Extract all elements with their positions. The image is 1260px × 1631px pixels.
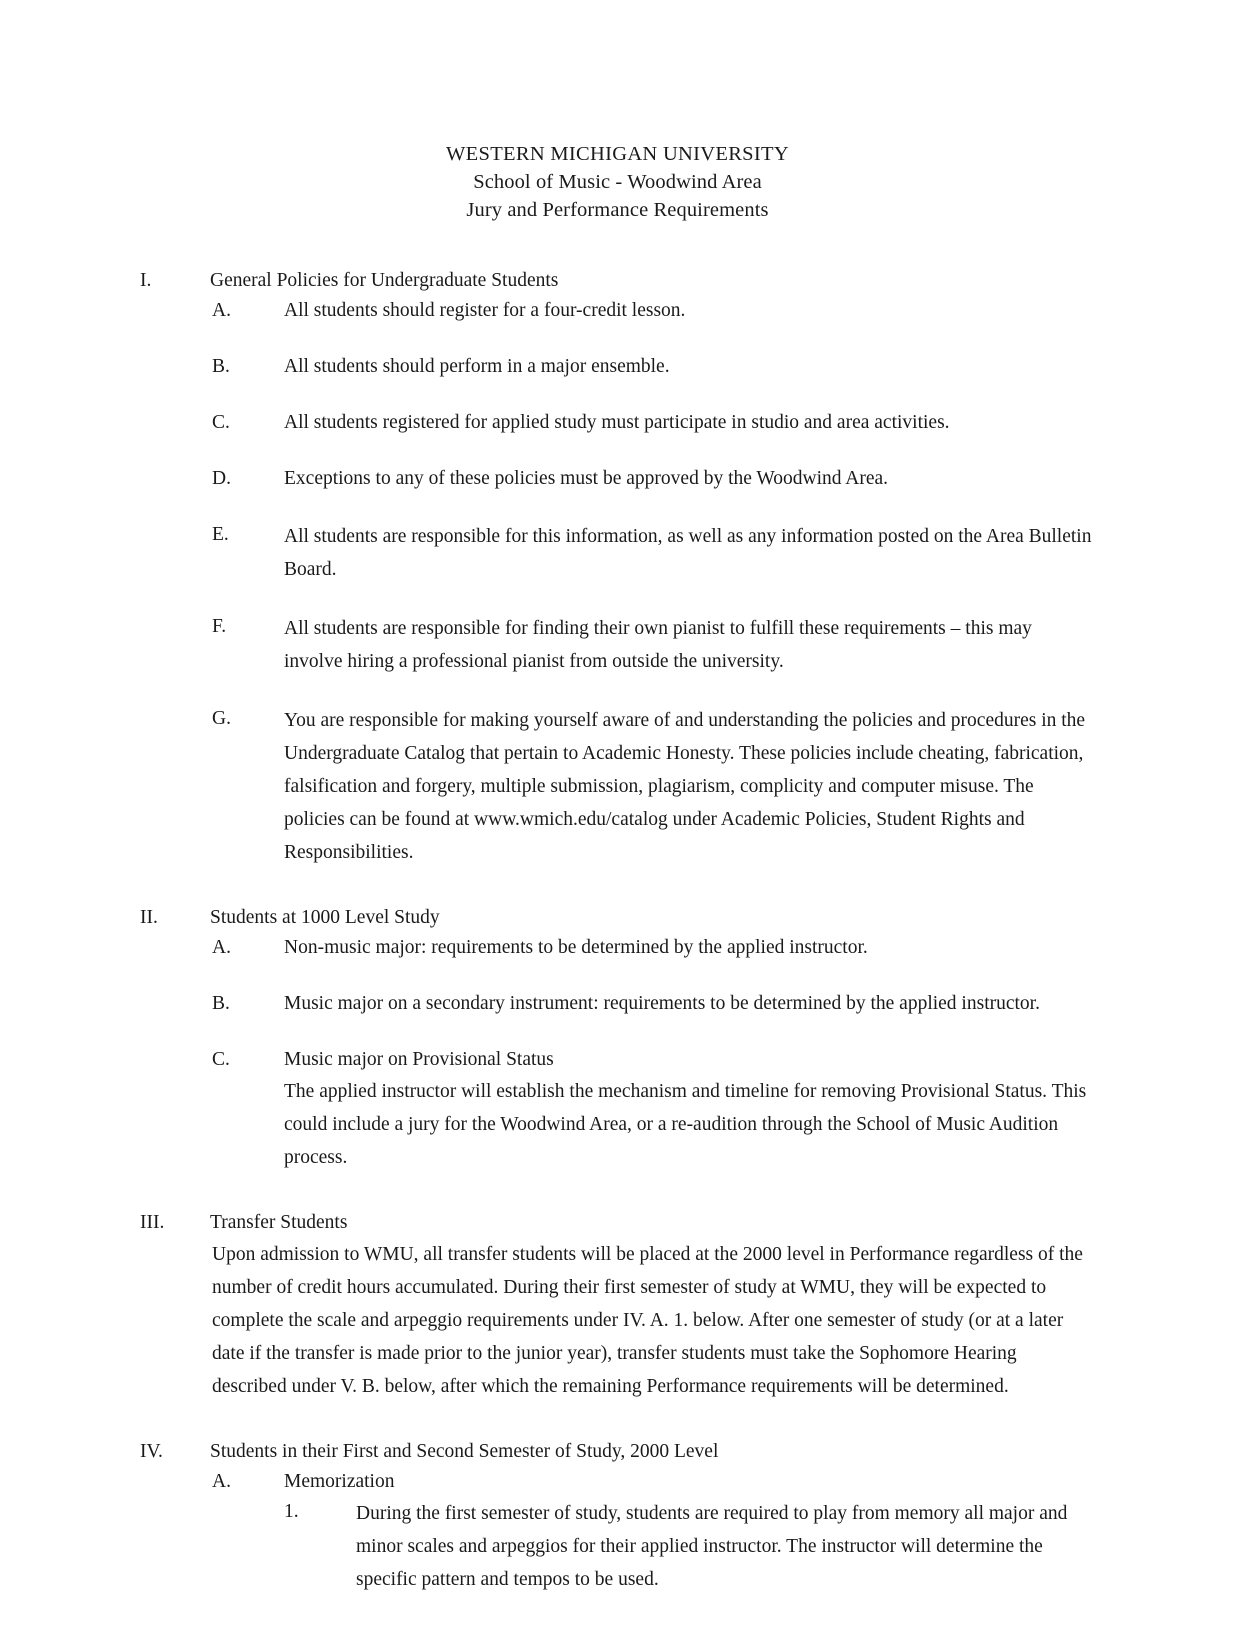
section-i-heading: [140, 266, 1095, 296]
spacer: [140, 586, 1095, 612]
section-ii-heading: [140, 903, 1095, 933]
item-ii-b-text: Music major on a secondary instrument: requirements to be determined by the applied instructor.: [284, 993, 1040, 1014]
section-iii-numeral: III.: [140, 1212, 165, 1233]
item-i-e: [212, 520, 1095, 586]
section-iii-body: Upon admission to WMU, all transfer students will be placed at the 2000 level in Performance regardless of the number of credit hours accumulated. During their first semester of study at WMU, they will be expected to complete the scale and arpeggio requirements under IV. A. 1. below. After one semester of study (or at a later date if the transfer is made prior to the junior year), transfer students must take the Sophomore Hearing described under V. B. below, after which the remaining Performance requirements will be determined.: [212, 1244, 1083, 1397]
spacer: [140, 438, 1095, 464]
item-i-e-letter: E.: [212, 524, 229, 545]
section-iv-numeral: IV.: [140, 1441, 163, 1462]
item-i-d: [212, 464, 1095, 494]
item-i-g: [212, 704, 1095, 869]
section-ii-title: Students at 1000 Level Study: [210, 907, 440, 928]
item-iv-a-letter: A.: [212, 1471, 231, 1492]
item-ii-b: [212, 989, 1095, 1019]
item-i-f-letter: F.: [212, 616, 227, 637]
institution-name: WESTERN MICHIGAN UNIVERSITY: [446, 143, 789, 165]
item-i-c: [212, 408, 1095, 438]
document-title: Jury and Performance Requirements: [466, 199, 769, 221]
item-i-c-text: All students registered for applied study must participate in studio and area activities.: [284, 412, 950, 433]
item-i-e-text: All students are responsible for this information, as well as any information posted on the Area Bulletin Board.: [284, 526, 1092, 580]
section-iii-heading: [140, 1208, 1095, 1238]
item-i-f: [212, 612, 1095, 678]
item-iv-a-text: Memorization: [284, 1471, 395, 1492]
item-i-a: [212, 296, 1095, 326]
item-i-a-text: All students should register for a four-credit lesson.: [284, 300, 686, 321]
item-iv-a-1: [284, 1497, 1095, 1596]
item-i-b: [212, 352, 1095, 382]
section-ii-numeral: II.: [140, 907, 158, 928]
section-i-numeral: I.: [140, 270, 152, 291]
item-i-d-text: Exceptions to any of these policies must be approved by the Woodwind Area.: [284, 468, 889, 489]
spacer: [140, 1174, 1095, 1208]
item-iv-a-1-text: During the first semester of study, students are required to play from memory all major and minor scales and arpeggios for their applied instructor. The instructor will determine the specific pattern and tempos to be used.: [356, 1503, 1068, 1590]
item-i-b-letter: B.: [212, 356, 230, 377]
item-ii-a: [212, 933, 1095, 963]
item-ii-c: [212, 1045, 1095, 1075]
item-iv-a: [212, 1467, 1095, 1497]
item-ii-a-text: Non-music major: requirements to be determined by the applied instructor.: [284, 937, 868, 958]
spacer: [140, 678, 1095, 704]
item-i-c-letter: C.: [212, 412, 230, 433]
section-iv-title: Students in their First and Second Semester of Study, 2000 Level: [210, 1441, 719, 1462]
spacer: [140, 1403, 1095, 1437]
item-i-d-letter: D.: [212, 468, 231, 489]
spacer: [140, 1019, 1095, 1045]
section-iii: [140, 1208, 1095, 1403]
spacer: [140, 326, 1095, 352]
item-ii-b-letter: B.: [212, 993, 230, 1014]
item-ii-a-letter: A.: [212, 937, 231, 958]
section-iv: [140, 1437, 1095, 1596]
item-i-b-text: All students should perform in a major ensemble.: [284, 356, 670, 377]
document-header: [140, 140, 1095, 224]
spacer: [140, 963, 1095, 989]
item-i-g-letter: G.: [212, 708, 231, 729]
spacer: [140, 494, 1095, 520]
item-i-g-text: You are responsible for making yourself aware of and understanding the policies and procedures in the Undergraduate Catalog that pertain to Academic Honesty. These policies include cheating, fabrication, falsification and forgery, multiple submission, plagiarism, complicity and computer misuse. The policies can be found at www.wmich.edu/catalog under Academic Policies, Student Rights and Responsibilities.: [284, 710, 1086, 863]
section-i-title: General Policies for Undergraduate Students: [210, 270, 559, 291]
item-ii-c-letter: C.: [212, 1049, 230, 1070]
item-ii-c-text: Music major on Provisional Status: [284, 1049, 554, 1070]
item-iv-a-1-number: 1.: [284, 1501, 299, 1522]
item-i-f-text: All students are responsible for finding their own pianist to fulfill these requirements – this may involve hiring a professional pianist from outside the university.: [284, 618, 1032, 672]
section-iii-title: Transfer Students: [210, 1212, 348, 1233]
section-ii: [140, 903, 1095, 1174]
section-iv-heading: [140, 1437, 1095, 1467]
spacer: [140, 869, 1095, 903]
spacer: [140, 382, 1095, 408]
item-i-a-letter: A.: [212, 300, 231, 321]
department-name: School of Music - Woodwind Area: [473, 171, 762, 193]
item-ii-c-body: The applied instructor will establish the mechanism and timeline for removing Provisional Status. This could include a jury for the Woodwind Area, or a re-audition through the School of Music Audition process.: [284, 1081, 1087, 1168]
section-i: [140, 266, 1095, 869]
